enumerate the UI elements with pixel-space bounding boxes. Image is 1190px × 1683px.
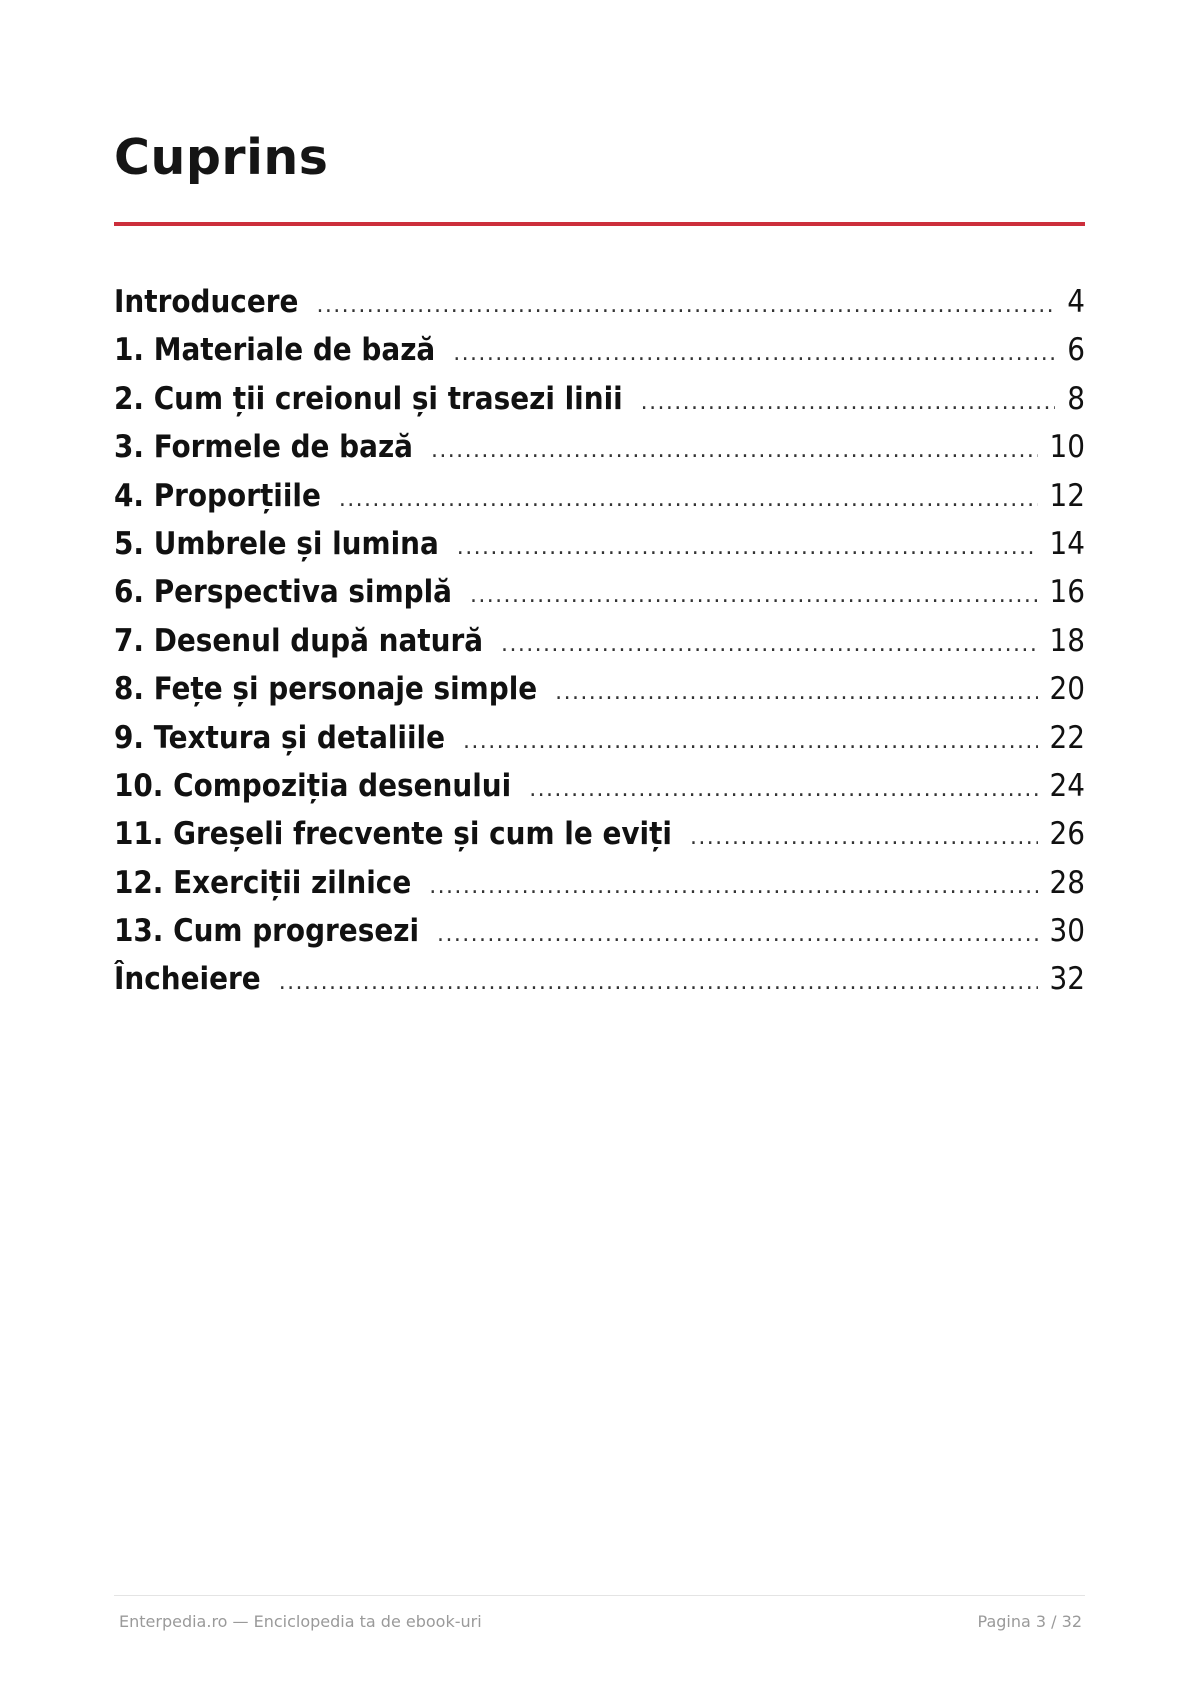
toc-entry-page: 32 [1049,961,1085,998]
title-divider [114,222,1085,226]
toc-entry-page: 10 [1049,429,1085,466]
toc-entry[interactable] [114,762,1085,810]
toc-dot-leader [555,669,1037,717]
toc-entry-page: 12 [1049,477,1085,514]
toc-entry[interactable] [114,810,1085,858]
toc-entry[interactable] [114,520,1085,568]
toc-entry-page: 16 [1049,574,1085,611]
toc-entry[interactable] [114,568,1085,616]
toc-entry[interactable] [114,714,1085,762]
toc-dot-leader [429,863,1037,911]
toc-entry[interactable] [114,375,1085,423]
toc-entry[interactable] [114,907,1085,955]
toc-dot-leader [316,282,1055,330]
toc-entry-label: 9. Textura și detaliile [114,719,446,756]
toc-entry-page: 22 [1049,719,1085,756]
page-title: Cuprins [114,129,329,186]
toc-dot-leader [470,572,1038,620]
toc-dot-leader [431,427,1038,475]
toc-entry-page: 28 [1049,864,1085,901]
toc-entry[interactable] [114,472,1085,520]
toc-entry-label: 6. Perspectiva simplă [114,574,452,611]
toc-entry-label: 13. Cum progresezi [114,913,420,950]
footer-page-number: Pagina 3 / 32 [977,1612,1082,1631]
toc-entry-label: 8. Fețe și personaje simple [114,671,538,708]
toc-entry[interactable] [114,423,1085,471]
toc-dot-leader [463,718,1038,766]
toc-entry-page: 6 [1067,332,1085,369]
toc-entry[interactable] [114,326,1085,374]
toc-entry-label: Încheiere [114,961,261,998]
toc-entry-label: 4. Proporțiile [114,477,321,514]
footer-divider [114,1595,1085,1596]
toc-entry[interactable] [114,617,1085,665]
toc-entry-label: 12. Exerciții zilnice [114,864,412,901]
toc-dot-leader [453,330,1055,378]
toc-entry-label: 5. Umbrele și lumina [114,525,439,562]
toc-entry-page: 8 [1067,380,1085,417]
toc-entry-label: 3. Formele de bază [114,429,413,466]
toc-entry-page: 20 [1049,671,1085,708]
toc-entry[interactable] [114,665,1085,713]
toc-dot-leader [501,621,1037,669]
toc-dot-leader [641,379,1056,427]
toc-entry-label: Introducere [114,284,299,320]
toc-entry-page: 18 [1049,622,1085,659]
toc-entry-page: 26 [1049,816,1085,853]
toc-entry-page: 30 [1049,913,1085,950]
toc-dot-leader [437,911,1037,959]
toc-dot-leader [457,524,1038,572]
toc-entry-label: 2. Cum ții creionul și trasezi linii [114,380,623,417]
toc-entry[interactable] [114,859,1085,907]
toc-entry-page: 4 [1067,284,1085,320]
toc-entry-label: 1. Materiale de bază [114,332,436,369]
footer-site-name: Enterpedia.ro — Enciclopedia ta de ebook-uri [119,1612,482,1631]
table-of-contents [114,278,1085,1004]
toc-dot-leader [279,959,1038,1007]
toc-entry-label: 11. Greșeli frecvente și cum le eviți [114,816,672,853]
toc-dot-leader [529,766,1037,814]
toc-entry-page: 14 [1049,525,1085,562]
toc-entry-page: 24 [1049,767,1085,804]
toc-entry[interactable] [114,278,1085,326]
toc-dot-leader [690,814,1038,862]
toc-entry-label: 7. Desenul după natură [114,622,484,659]
toc-dot-leader [339,476,1038,524]
toc-entry[interactable] [114,955,1085,1003]
toc-entry-label: 10. Compoziția desenului [114,767,512,804]
